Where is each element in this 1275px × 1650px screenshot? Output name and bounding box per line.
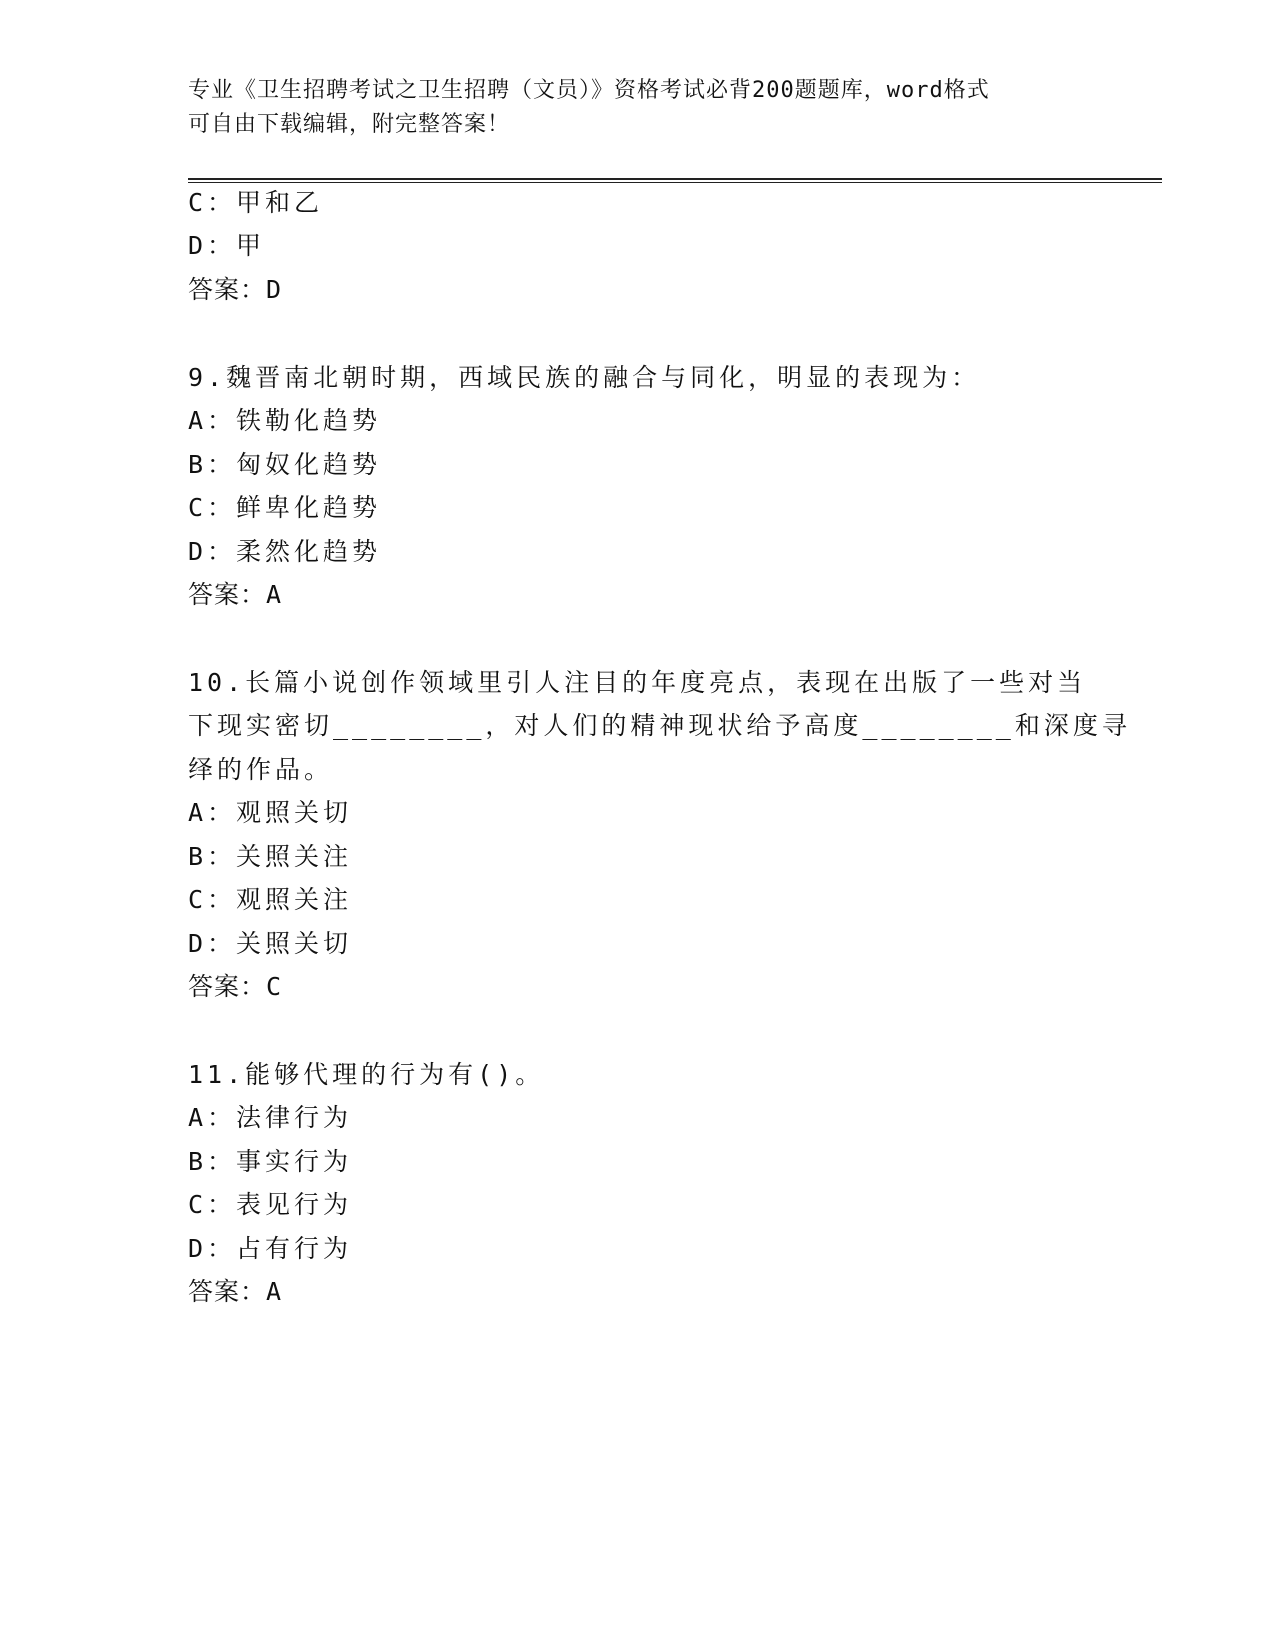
answer-value: D <box>266 275 283 304</box>
q10-option-a: A：观照关切 <box>188 798 353 827</box>
q9-stem: 9.魏晋南北朝时期，西域民族的融合与同化，明显的表现为： <box>188 363 981 392</box>
q10-answer <box>188 965 282 1009</box>
q9-option-c: C：鲜卑化趋势 <box>188 493 382 522</box>
q11-option-d: D：占有行为 <box>188 1234 353 1263</box>
q10-option-c: C：观照关注 <box>188 885 353 914</box>
q10-option-d: D：关照关切 <box>188 929 353 958</box>
q9-option-a: A：铁勒化趋势 <box>188 406 382 435</box>
answer-label: 答案： <box>188 580 267 609</box>
q10-stem-line-2: 下现实密切________，对人们的精神现状给予高度________和深度寻 <box>188 711 1131 740</box>
q11-option-a: A：法律行为 <box>188 1103 353 1132</box>
q10-stem-line-3: 绎的作品。 <box>188 755 334 784</box>
q11-option-c: C：表见行为 <box>188 1190 353 1219</box>
answer-label: 答案： <box>188 972 267 1001</box>
document-header <box>188 74 1068 142</box>
q10-option-b: B：关照关注 <box>188 842 353 871</box>
q11-answer <box>188 1270 282 1314</box>
q9-option-d: D：柔然化趋势 <box>188 537 382 566</box>
header-line-2: 可自由下载编辑，附完整答案！ <box>188 112 511 137</box>
header-line-1: 专业《卫生招聘考试之卫生招聘（文员）》资格考试必背200题题库，word格式 <box>188 78 990 103</box>
q10-stem-line-1: 10.长篇小说创作领域里引人注目的年度亮点，表现在出版了一些对当 <box>188 668 1087 697</box>
header-divider <box>188 178 1162 183</box>
q11-stem: 11.能够代理的行为有()。 <box>188 1060 545 1089</box>
q9-answer <box>188 573 282 617</box>
q8-option-c: C：甲和乙 <box>188 188 324 217</box>
answer-value: C <box>266 972 283 1001</box>
q11-option-b: B：事实行为 <box>188 1147 353 1176</box>
answer-value: A <box>266 1277 283 1306</box>
q9-option-b: B：匈奴化趋势 <box>188 450 382 479</box>
answer-value: A <box>266 580 283 609</box>
q8-answer <box>188 268 282 312</box>
q8-option-d: D：甲 <box>188 231 266 260</box>
answer-label: 答案： <box>188 275 267 304</box>
answer-label: 答案： <box>188 1277 267 1306</box>
